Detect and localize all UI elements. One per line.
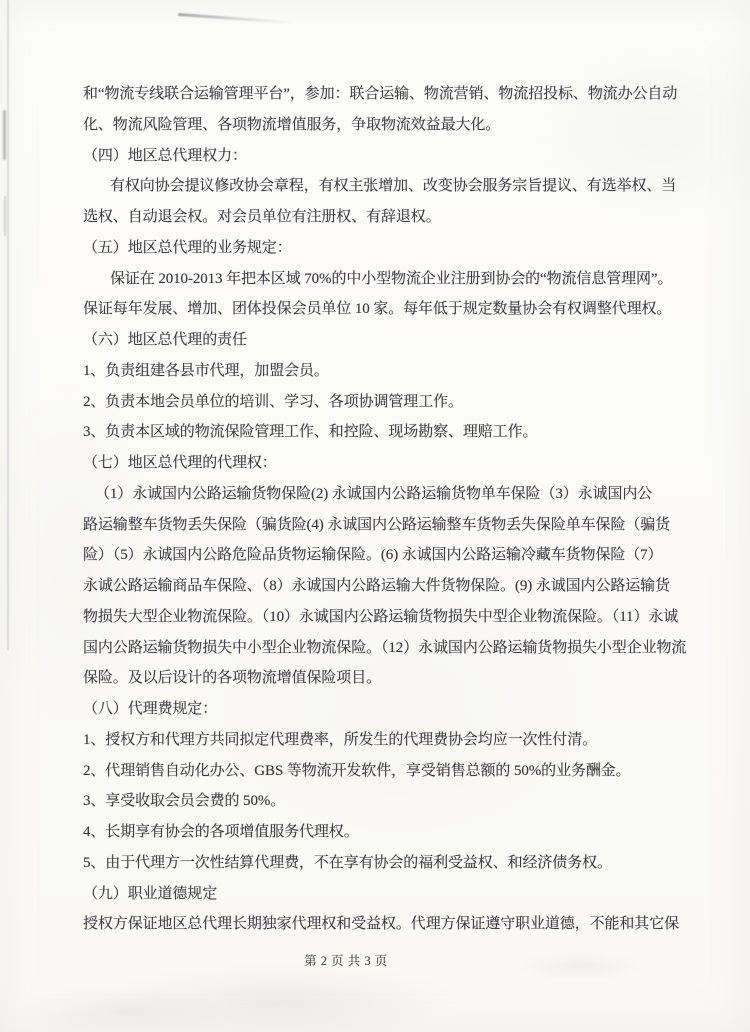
document-line: 物损失大型企业物流保险。（10）永诚国内公路运输货物损失中型企业物流保险。（11）永诚 [83,608,679,625]
scan-streak-artifact [178,13,293,24]
document-line: （四）地区总代理权力： [83,147,247,164]
page-number: 第 2 页 共 3 页 [304,954,388,968]
document-line: 路运输整车货物丢失保险（骗货险(4) 永诚国内公路运输整车货物丢失保险单车保险（骗货 [83,516,671,533]
document-line: 险）（5）永诚国内公路危险品货物运输保险。(6) 永诚国内公路运输冷藏车货物保险（7） [83,547,663,564]
document-line: 保证在 2010-2013 年把本区域 70%的中小型物流企业注册到协会的“物流信息管理网”。 [110,270,673,287]
document-line: 3、享受收取会员会费的 50%。 [83,793,286,810]
document-line: 化、物流风险管理、各项物流增值服务，争取物流效益最大化。 [83,116,501,133]
document-line: 3、负责本区域的物流保险管理工作、和控险、现场勘察、理赔工作。 [83,424,538,441]
document-line: 保险。及以后设计的各项物流增值保险项目。 [83,670,382,687]
scan-crease-dark-artifact [4,196,6,236]
document-line: 2、负责本地会员单位的培训、学习、各项协调管理工作。 [83,393,463,410]
document-line: 和“物流专线联合运输管理平台”，参加：联合运输、物流营销、物流招投标、物流办公自动 [83,86,678,102]
document-line: 1、负责组建各县市代理，加盟会员。 [83,362,329,379]
document-line: 有权向协会提议修改协会章程，有权主张增加、改变协会服务宗旨提议、有选举权、当 [110,178,677,195]
document-line: （九）职业道德规定 [83,885,218,902]
scan-crease-dark-artifact [3,110,6,160]
document-line: （1）永诚国内公路运输货物保险(2) 永诚国内公路运输货物单车保险（3）永诚国内公 [95,485,653,502]
document-line: （六）地区总代理的责任 [83,332,247,348]
document-line: 授权方保证地区总代理长期独家代理权和受益权。代理方保证遵守职业道德，不能和其它保 [83,916,680,933]
document-line: （五）地区总代理的业务规定： [83,239,292,256]
document-line: 选权、自动退会权。对会员单位有注册权、有辞退权。 [83,209,441,225]
document-line: （七）地区总代理的代理权： [83,455,277,471]
document-line: 5、由于代理方一次性结算代理费，不在享有协会的福利受益权、和经济债务权。 [83,854,612,871]
document-line: 国内公路运输货物损失中小型企业物流保险。（12）永诚国内公路运输货物损失小型企业物流 [83,639,687,656]
scan-crease-artifact [7,0,9,650]
document-line: （八）代理费规定： [83,701,218,717]
document-body [83,79,699,940]
document-line: 2、代理销售自动化办公、GBS 等物流开发软件，享受销售总额的 50%的业务酬金。 [83,762,631,779]
document-line: 1、授权方和代理方共同拟定代理费率，所发生的代理费协会均应一次性付清。 [83,731,598,748]
document-line: 永诚公路运输商品车保险、（8）永诚国内公路运输大件货物保险。(9) 永诚国内公路运输货 [83,578,670,594]
document-line: 4、长期享有协会的各项增值服务代理权。 [83,824,359,840]
document-line: 保证每年发展、增加、团体投保会员单位 10 家。每年低于规定数量协会有权调整代理权。 [83,301,672,318]
